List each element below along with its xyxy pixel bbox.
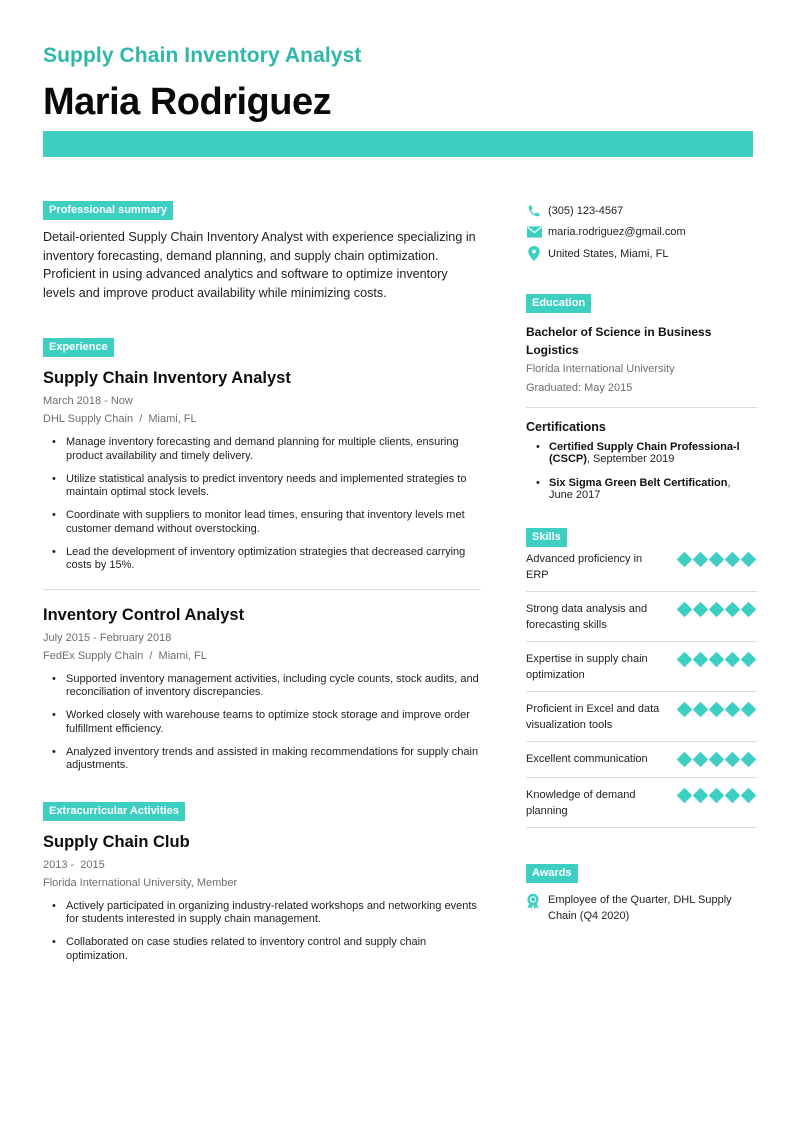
rating-diamond-icon	[709, 651, 725, 667]
education-school: Florida International University	[526, 362, 675, 375]
rating-diamond-icon	[709, 751, 725, 767]
certifications-title: Certifications	[526, 419, 606, 434]
rating-diamond-icon	[725, 551, 741, 567]
skill-label: Proficient in Excel and data visualization tools	[526, 702, 660, 731]
certification-date: , June 2017	[549, 476, 731, 501]
rating-diamond-icon	[741, 701, 757, 717]
bullet-item: • Worked closely with warehouse teams to optimize stock storage and improve order fulfillment efficiency.	[43, 709, 483, 736]
entry-company: FedEx Supply Chain / Miami, FL	[43, 649, 207, 662]
skill-label: Advanced proficiency in ERP	[526, 552, 643, 581]
experience-entry	[43, 367, 483, 573]
email-text: maria.rodriguez@gmail.com	[548, 226, 686, 239]
bullet-item: • Supported inventory management activities, including cycle counts, stock audits, and reconciliation of inventory discrepancies.	[43, 673, 483, 700]
bullet-item: • Collaborated on case studies related to inventory control and supply chain optimization.	[43, 936, 483, 963]
summary-text: Detail-oriented Supply Chain Inventory Analyst with experience specializing in inventory forecasting, demand planning, and supply chain optimization. Proficient in using advanced analytics and software to optimize inventory levels and improve product availability while minimizing costs.	[43, 230, 476, 300]
rating-diamond-icon	[677, 787, 693, 803]
rating-diamond-icon	[741, 551, 757, 567]
skill-rating	[679, 753, 754, 766]
rating-diamond-icon	[741, 601, 757, 617]
summary-section	[43, 200, 483, 302]
rating-diamond-icon	[709, 701, 725, 717]
contact-phone	[526, 200, 757, 222]
education-section	[526, 293, 757, 408]
rating-diamond-icon	[677, 601, 693, 617]
section-tag-skills: Skills	[526, 528, 567, 547]
certification-name: Certified Supply Chain Professiona-l (CSCP)	[549, 440, 740, 465]
phone-icon	[526, 203, 542, 219]
section-tag-experience: Experience	[43, 338, 114, 357]
skill-row	[526, 692, 757, 742]
bullet-item: • Analyzed inventory trends and assisted in making recommendations for supply chain adjustments.	[43, 746, 483, 773]
bullet-item: • Lead the development of inventory optimization strategies that decreased carrying costs by 15%.	[43, 546, 483, 573]
rating-diamond-icon	[677, 651, 693, 667]
section-tag-education: Education	[526, 294, 591, 313]
skills-list	[526, 547, 757, 828]
education-graduated: Graduated: May 2015	[526, 381, 633, 394]
rating-diamond-icon	[741, 751, 757, 767]
skill-label: Strong data analysis and forecasting skills	[526, 602, 648, 631]
certifications-section	[526, 419, 757, 502]
skill-row	[526, 778, 757, 828]
phone-text: (305) 123-4567	[548, 204, 624, 217]
location-text: United States, Miami, FL	[548, 247, 669, 260]
contact-email	[526, 222, 757, 244]
rating-diamond-icon	[693, 787, 709, 803]
rating-diamond-icon	[725, 787, 741, 803]
rating-diamond-icon	[677, 701, 693, 717]
entry-title: Supply Chain Club	[43, 832, 190, 851]
resume-header	[43, 42, 753, 124]
rating-diamond-icon	[741, 651, 757, 667]
skill-row	[526, 742, 757, 778]
skill-row	[526, 642, 757, 692]
rating-diamond-icon	[725, 701, 741, 717]
section-tag-awards: Awards	[526, 864, 578, 883]
right-column	[526, 200, 757, 924]
bullet-item: • Manage inventory forecasting and demand planning for multiple clients, ensuring product availability and timely delivery.	[43, 436, 483, 463]
certification-item	[526, 477, 757, 502]
education-degree: Bachelor of Science in Business Logistics	[526, 324, 712, 357]
entry-title: Supply Chain Inventory Analyst	[43, 369, 291, 387]
certification-item	[526, 441, 757, 466]
entry-dates: 2013 - 2015	[43, 858, 105, 871]
skill-rating	[679, 789, 754, 802]
awards-section	[526, 863, 757, 924]
entry-bullets	[43, 436, 483, 573]
skill-label: Knowledge of demand planning	[526, 788, 636, 817]
certification-name: Six Sigma Green Belt Certification	[549, 476, 728, 489]
contact-section	[526, 200, 757, 265]
skill-row	[526, 547, 757, 592]
rating-diamond-icon	[741, 787, 757, 803]
skill-rating	[679, 603, 754, 616]
skill-label: Expertise in supply chain optimization	[526, 652, 648, 681]
entry-title: Inventory Control Analyst	[43, 605, 245, 624]
rating-diamond-icon	[725, 601, 741, 617]
education-divider	[526, 407, 757, 408]
award-ribbon-icon	[526, 893, 542, 915]
entry-company: DHL Supply Chain / Miami, FL	[43, 413, 197, 425]
rating-diamond-icon	[693, 551, 709, 567]
rating-diamond-icon	[677, 751, 693, 767]
skills-section	[526, 527, 757, 828]
job-title: Supply Chain Inventory Analyst	[43, 44, 362, 67]
rating-diamond-icon	[693, 601, 709, 617]
location-pin-icon	[526, 246, 542, 262]
entry-org: Florida International University, Member	[43, 876, 238, 889]
entry-dates: July 2015 - February 2018	[43, 631, 172, 644]
email-icon	[526, 224, 542, 240]
section-tag-summary: Professional summary	[43, 201, 173, 220]
rating-diamond-icon	[677, 551, 693, 567]
contact-location	[526, 243, 757, 265]
entry-bullets	[43, 673, 483, 773]
certification-date: , September 2019	[586, 453, 675, 465]
entry-bullets	[43, 900, 483, 964]
experience-entry	[43, 604, 483, 773]
bullet-item: • Coordinate with suppliers to monitor lead times, ensuring that inventory levels met customer demand without overstocking.	[43, 509, 483, 536]
skill-rating	[679, 703, 754, 716]
rating-diamond-icon	[709, 787, 725, 803]
rating-diamond-icon	[709, 551, 725, 567]
entry-divider	[43, 589, 481, 590]
rating-diamond-icon	[693, 651, 709, 667]
bullet-item: • Utilize statistical analysis to predict inventory needs and implemented strategies to maintain optimal stock levels.	[43, 473, 483, 500]
bullet-item: • Actively participated in organizing industry-related workshops and networking events for students interested in supply chain management.	[43, 900, 483, 927]
award-item	[526, 892, 757, 924]
left-column	[43, 200, 483, 973]
section-tag-extracurricular: Extracurricular Activities	[43, 802, 185, 821]
experience-section	[43, 337, 483, 773]
skill-label: Excellent communication	[526, 752, 648, 765]
skill-rating	[679, 653, 754, 666]
rating-diamond-icon	[709, 601, 725, 617]
rating-diamond-icon	[693, 701, 709, 717]
rating-diamond-icon	[725, 751, 741, 767]
extracurricular-section	[43, 801, 483, 964]
header-banner	[43, 131, 753, 157]
rating-diamond-icon	[693, 751, 709, 767]
candidate-name: Maria Rodriguez	[43, 81, 332, 123]
skill-rating	[679, 553, 754, 566]
rating-diamond-icon	[725, 651, 741, 667]
skill-row	[526, 592, 757, 642]
award-text: Employee of the Quarter, DHL Supply Chain (Q4 2020)	[548, 893, 732, 922]
certifications-list	[526, 441, 757, 502]
entry-dates: March 2018 - Now	[43, 395, 133, 407]
